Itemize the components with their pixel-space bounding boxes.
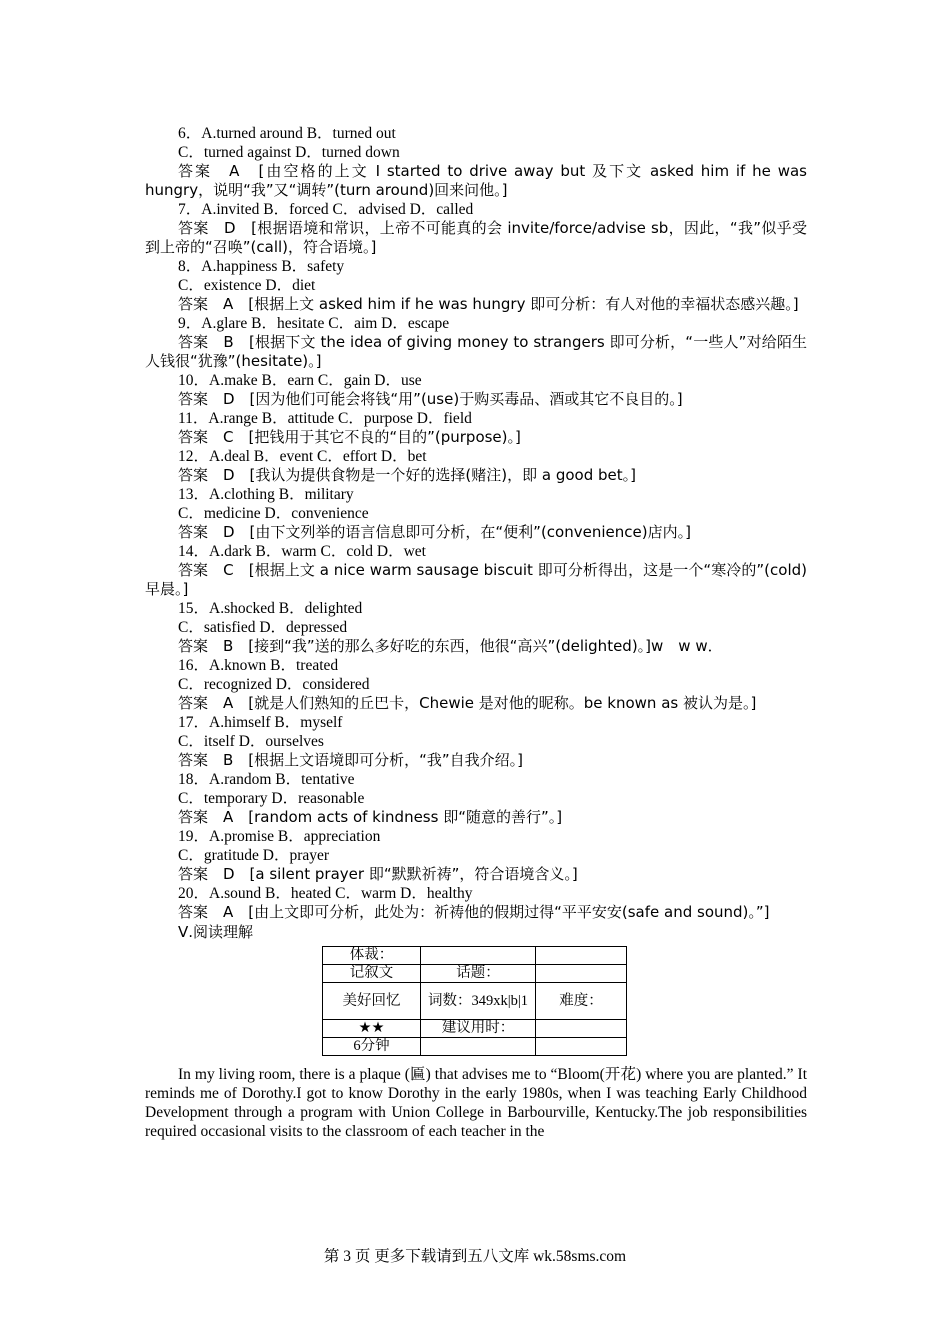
page-footer: 第 3 页 更多下载请到五八文库 wk.58sms.com — [323, 1248, 627, 1265]
question-options: C．turned against D．turned down — [178, 144, 400, 161]
question-options: 8．A.happiness B．safety — [178, 258, 345, 275]
time-label: 建议用时： — [421, 1020, 536, 1038]
difficulty-value: ★★ — [323, 1020, 421, 1038]
answer-explanation: 答案 C [把钱用于其它不良的“目的”(purpose)。] — [178, 428, 521, 446]
answer-explanation: 答案 D [我认为提供食物是一个好的选择(赌注)，即 a good bet。] — [178, 466, 636, 484]
answer-explanation: 答案 C [根据上文 a nice warm sausage biscuit 即可分析得出，这是一个“寒冷的”(cold)早晨。] — [145, 561, 807, 598]
difficulty-label: 难度： — [536, 983, 627, 1020]
answer-explanation: 答案 D [由下文列举的语言信息即可分析，在“便利”(convenience)店内。] — [178, 523, 691, 541]
answer-explanation: 答案 A [random acts of kindness 即“随意的善行”。] — [178, 808, 563, 826]
answer-explanation: 答案 A [根据上文 asked him if he was hungry 即可分析：有人对他的幸福状态感兴趣。] — [178, 295, 799, 313]
question-options: 13．A.clothing B．military — [178, 486, 354, 503]
question-options: 9．A.glare B．hesitate C．aim D．escape — [178, 315, 450, 332]
question-options: 6．A.turned around B．turned out — [178, 125, 396, 142]
question-options: 10．A.make B．earn C．gain D．use — [178, 372, 422, 389]
word-count: 词数：349xk|b|1 — [421, 983, 536, 1020]
question-options: C．medicine D．convenience — [178, 505, 369, 522]
answer-explanation: 答案 D [a silent prayer 即“默默祈祷”，符合语境含义。] — [178, 865, 578, 883]
document-page — [145, 124, 807, 1141]
question-options: 15．A.shocked B．delighted — [178, 600, 363, 617]
question-options: C．existence D．diet — [178, 277, 316, 294]
question-options: 20．A.sound B．heated C．warm D．healthy — [178, 885, 473, 902]
genre-label: 体裁： — [323, 947, 421, 965]
question-options: 14．A.dark B．warm C．cold D．wet — [178, 543, 426, 560]
answer-explanation: 答案 D [因为他们可能会将钱“用”(use)于购买毒品、酒或其它不良目的。] — [178, 390, 683, 408]
question-options: C．temporary D．reasonable — [178, 790, 365, 807]
answer-explanation: 答案 A [由空格的上文 I started to drive away but 及下文 asked him if he was hungry，说明“我”又“调转”(turn around)回来问他。] — [145, 162, 807, 199]
question-options: 19．A.promise B．appreciation — [178, 828, 381, 845]
answer-explanation: 答案 B [根据下文 the idea of giving money to strangers 即可分析，“一些人”对给陌生人钱很“犹豫”(hesitate)。] — [145, 333, 807, 370]
question-list — [145, 124, 807, 922]
answer-explanation: 答案 B [接到“我”送的那么多好吃的东西，他很“高兴”(delighted)。]w w w． — [178, 637, 723, 655]
question-options: 18．A.random B．tentative — [178, 771, 355, 788]
answer-explanation: 答案 A [就是人们熟知的丘巴卡，Chewie 是对他的昵称。be known as 被认为是。] — [178, 694, 757, 712]
question-options: 16．A.known B．treated — [178, 657, 339, 674]
answer-explanation: 答案 A [由上文即可分析，此处为：祈祷他的假期过得“平平安安(safe and sound)。”] — [178, 903, 770, 921]
question-options: C．itself D．ourselves — [178, 733, 324, 750]
genre-value: 记叙文 — [323, 965, 421, 983]
topic-label: 话题： — [421, 965, 536, 983]
question-options: C．satisfied D．depressed — [178, 619, 348, 636]
question-options: 7．A.invited B．forced C．advised D．called — [178, 201, 474, 218]
question-options: 12．A.deal B．event C．effort D．bet — [178, 448, 427, 465]
question-options: 17．A.himself B．myself — [178, 714, 343, 731]
passage-paragraph: In my living room, there is a plaque (匾) that advises me to “Bloom(开花) where you are planted.” It reminds me of Dorothy.I got to know Dorothy in the early 1980s, when I was teaching Early Childhood Development through a program with Union College in Barbourville, Kentucky.The job responsibilities required occasional visits to the classroom of each teacher in the — [145, 1066, 807, 1140]
answer-explanation: 答案 D [根据语境和常识，上帝不可能真的会 invite/force/advise sb，因此，“我”似乎受到上帝的“召唤”(call)，符合语境。] — [145, 219, 807, 256]
question-options: C．gratitude D．prayer — [178, 847, 330, 864]
topic-value: 美好回忆 — [323, 983, 421, 1020]
time-value: 6分钟 — [323, 1038, 421, 1056]
answer-explanation: 答案 B [根据上文语境即可分析，“我”自我介绍。] — [178, 751, 524, 769]
question-options: 11．A.range B．attitude C．purpose D．field — [178, 410, 472, 427]
question-options: C．recognized D．considered — [178, 676, 370, 693]
reading-passage — [145, 1065, 807, 1141]
info-table — [322, 946, 627, 1056]
section-title: Ⅴ.阅读理解 — [178, 923, 254, 941]
